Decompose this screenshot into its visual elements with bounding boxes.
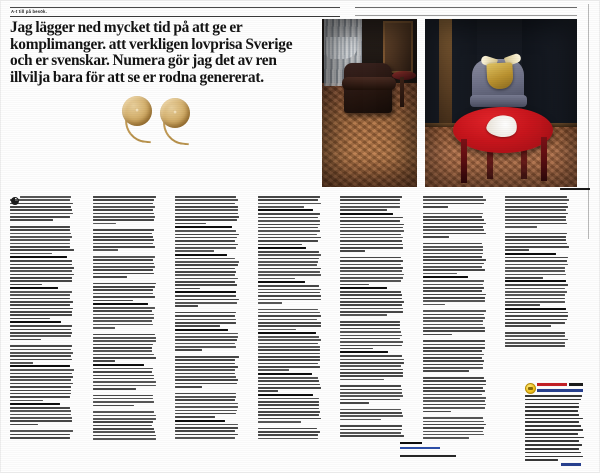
text-column — [423, 196, 487, 441]
quotation-mark-ornament-icon — [122, 96, 200, 138]
page-title: Jag lägger ned mycket tid på att ge er komplimanger. att verkligen lovprisa Sverige och er svenskar. Numera gör jag det av ren illvilja bara för att se er rodna genererat. — [10, 19, 293, 86]
info-box-heading-rest — [569, 383, 583, 386]
photo-credit — [400, 455, 456, 457]
header-rule-top — [10, 7, 340, 8]
byline-author — [400, 442, 422, 444]
info-box-subheading[interactable] — [537, 389, 583, 392]
text-column — [10, 196, 74, 441]
page-edge-rule — [588, 4, 589, 239]
byline — [400, 442, 470, 457]
info-box-body — [525, 395, 585, 463]
photo-caption — [560, 188, 590, 192]
text-column — [175, 196, 239, 441]
text-column — [258, 196, 322, 441]
info-box-heading-accent — [537, 383, 567, 386]
byline-email[interactable] — [400, 447, 440, 450]
page-kicker: A-t till på besök. — [11, 9, 47, 14]
text-column — [340, 196, 404, 441]
info-box — [525, 382, 585, 468]
lightbulb-icon — [525, 383, 536, 394]
photo-rule-bottom — [355, 15, 577, 16]
interior-armchair-photo — [322, 19, 417, 187]
header-rule-bottom — [10, 16, 340, 17]
article-body — [10, 196, 588, 441]
info-box-link[interactable] — [561, 463, 581, 466]
red-table-photo — [425, 19, 577, 187]
text-column — [93, 196, 157, 441]
photo-rule-top — [355, 7, 577, 8]
